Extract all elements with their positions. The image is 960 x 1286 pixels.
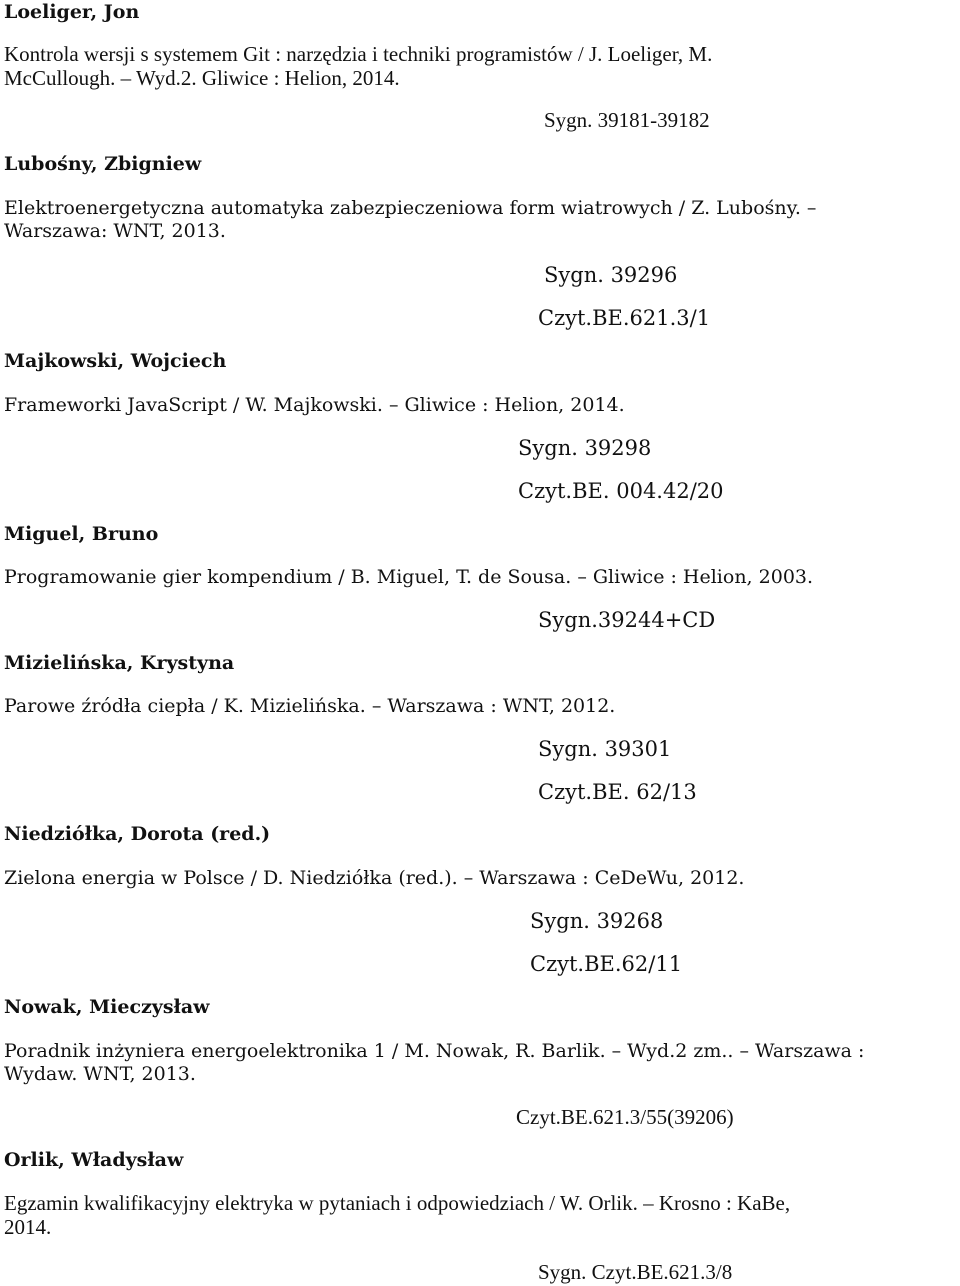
entry-signature: Sygn.39244+CD xyxy=(538,608,716,632)
entry-description: Egzamin kwalifikacyjny elektryka w pytaniach i odpowiedziach / W. Orlik. – Krosno : KaBe, xyxy=(4,1191,791,1215)
entry-signature: Czyt.BE. 62/13 xyxy=(538,780,697,804)
entry-signature: Sygn. 39301 xyxy=(538,737,672,761)
entry-description: Warszawa: WNT, 2013. xyxy=(4,220,226,242)
entry-description: Frameworki JavaScript / W. Majkowski. – Gliwice : Helion, 2014. xyxy=(4,394,625,416)
entry-signature: Sygn. 39296 xyxy=(544,263,678,287)
entry-description: Kontrola wersji s systemem Git : narzędzia i techniki programistów / J. Loeliger, M. xyxy=(4,42,713,66)
entry-signature: Sygn. 39268 xyxy=(530,909,664,933)
entry-author: Majkowski, Wojciech xyxy=(4,350,227,372)
entry-author: Miguel, Bruno xyxy=(4,523,159,545)
entry-signature: Sygn. Czyt.BE.621.3/8 xyxy=(538,1260,733,1284)
entry-description: Elektroenergetyczna automatyka zabezpieczeniowa form wiatrowych / Z. Lubośny. – xyxy=(4,197,817,219)
entry-author: Orlik, Władysław xyxy=(4,1149,184,1171)
entry-description: Wydaw. WNT, 2013. xyxy=(4,1063,196,1085)
entry-signature: Czyt.BE.62/11 xyxy=(530,952,683,976)
entry-description: Parowe źródła ciepła / K. Mizielińska. – Warszawa : WNT, 2012. xyxy=(4,695,616,717)
entry-description: Zielona energia w Polsce / D. Niedziółka (red.). – Warszawa : CeDeWu, 2012. xyxy=(4,867,745,889)
entry-author: Niedziółka, Dorota (red.) xyxy=(4,823,271,845)
entry-signature: Sygn. 39298 xyxy=(518,436,652,460)
entry-author: Nowak, Mieczysław xyxy=(4,996,210,1018)
entry-author: Loeliger, Jon xyxy=(4,1,140,23)
entry-signature: Czyt.BE.621.3/1 xyxy=(538,306,711,330)
entry-description: 2014. xyxy=(4,1215,52,1239)
entry-author: Mizielińska, Krystyna xyxy=(4,652,235,674)
entry-signature: Czyt.BE. 004.42/20 xyxy=(518,479,724,503)
entry-signature: Sygn. 39181-39182 xyxy=(544,108,710,132)
entry-author: Lubośny, Zbigniew xyxy=(4,153,202,175)
entry-signature: Czyt.BE.621.3/55(39206) xyxy=(516,1105,734,1129)
entry-description: Poradnik inżyniera energoelektronika 1 / M. Nowak, R. Barlik. – Wyd.2 zm.. – Warszawa : xyxy=(4,1040,865,1062)
entry-description: McCullough. – Wyd.2. Gliwice : Helion, 2014. xyxy=(4,66,400,90)
entry-description: Programowanie gier kompendium / B. Miguel, T. de Sousa. – Gliwice : Helion, 2003. xyxy=(4,566,814,588)
